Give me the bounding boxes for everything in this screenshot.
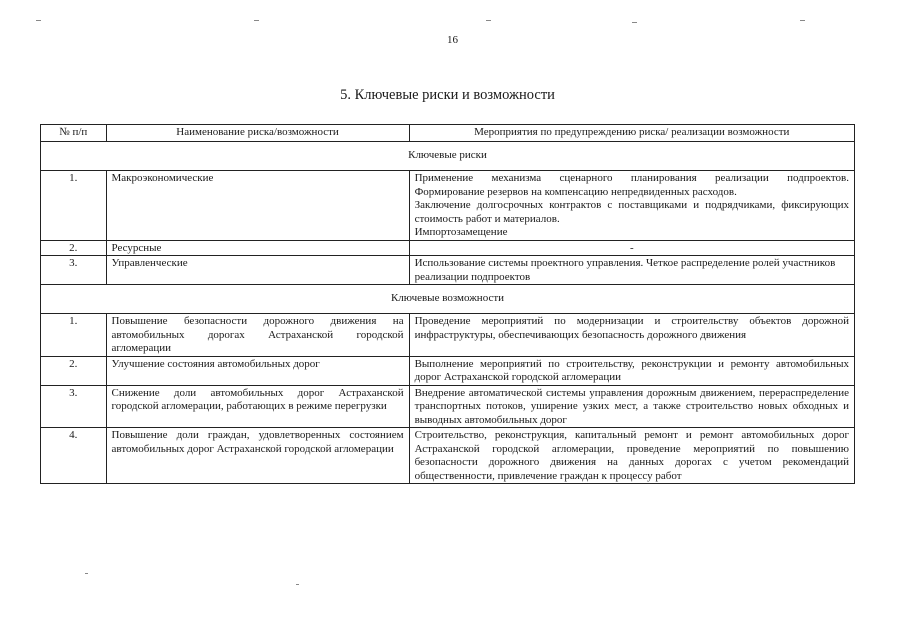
measure-line: Заключение долгосрочных контрактов с поставщиками и подрядчиками, фиксирующих стоимость работ и материалов. xyxy=(414,199,849,225)
risk-measures: - xyxy=(409,240,854,256)
scan-speck xyxy=(296,584,299,585)
opportunity-measures: Проведение мероприятий по модернизации и строительству объектов дорожной инфраструктуры, обеспечивающих безопасность дорожного движения xyxy=(409,314,854,357)
risk-name: Макроэкономические xyxy=(106,171,409,241)
page-title: 5. Ключевые риски и возможности xyxy=(340,87,555,103)
scan-speck xyxy=(36,20,41,21)
section-row-opportunities xyxy=(41,285,855,314)
table-row xyxy=(41,314,855,357)
opportunity-measures: Внедрение автоматической системы управления дорожным движением, перераспределение транспортных потоков, уширение узких мест, а также строительство новых обходных и выводных автомобильных дорог xyxy=(409,385,854,428)
scan-speck xyxy=(800,20,805,21)
row-number: 2. xyxy=(41,240,107,256)
header-measures: Мероприятия по предупреждению риска/ реализации возможности xyxy=(409,125,854,142)
opportunity-name: Улучшение состояния автомобильных дорог xyxy=(106,356,409,385)
section-row-risks xyxy=(41,142,855,171)
table-row xyxy=(41,256,855,285)
measure-line: Формирование резервов на компенсацию непредвиденных расходов. xyxy=(414,185,737,198)
header-name: Наименование риска/возможности xyxy=(106,125,409,142)
risk-measures xyxy=(409,171,854,241)
table-row xyxy=(41,385,855,428)
table-row xyxy=(41,428,855,484)
risks-opportunities-table xyxy=(40,124,855,484)
risk-name: Управленческие xyxy=(106,256,409,285)
scan-speck xyxy=(85,573,88,574)
table-row xyxy=(41,240,855,256)
row-number: 1. xyxy=(41,314,107,357)
section-title-risks: Ключевые риски xyxy=(41,142,855,171)
risk-name: Ресурсные xyxy=(106,240,409,256)
table-row xyxy=(41,356,855,385)
scan-speck xyxy=(254,20,259,21)
opportunity-name: Снижение доли автомобильных дорог Астраханской городской агломерации, работающих в режиме перегрузки xyxy=(106,385,409,428)
row-number: 2. xyxy=(41,356,107,385)
opportunity-measures: Выполнение мероприятий по строительству, реконструкции и ремонту автомобильных дорог Астраханской городской агломерации xyxy=(409,356,854,385)
opportunity-measures: Строительство, реконструкция, капитальный ремонт и ремонт автомобильных дорог Астраханской городской агломерации, проведение мероприятий по повышению безопасности дорожного движения на данных дорогах с учетом рекомендаций общественности, привлечение граждан к процессу работ xyxy=(409,428,854,484)
risk-measures: Использование системы проектного управления. Четкое распределение ролей участников реализации подпроектов xyxy=(409,256,854,285)
scan-speck xyxy=(486,20,491,21)
scan-speck xyxy=(632,22,637,23)
opportunity-name: Повышение безопасности дорожного движения на автомобильных дорогах Астраханской городской агломерации xyxy=(106,314,409,357)
opportunity-name: Повышение доли граждан, удовлетворенных состоянием автомобильных дорог Астраханской городской агломерации xyxy=(106,428,409,484)
page-number: 16 xyxy=(447,34,458,46)
table-row xyxy=(41,171,855,241)
table-header-row xyxy=(41,125,855,142)
measure-line: Импортозамещение xyxy=(414,226,508,238)
measure-line: Применение механизма сценарного планирования реализации подпроектов. xyxy=(414,172,849,184)
row-number: 4. xyxy=(41,428,107,484)
row-number: 3. xyxy=(41,385,107,428)
row-number: 1. xyxy=(41,171,107,241)
header-num: № п/п xyxy=(41,125,107,142)
row-number: 3. xyxy=(41,256,107,285)
section-title-opportunities: Ключевые возможности xyxy=(41,285,855,314)
